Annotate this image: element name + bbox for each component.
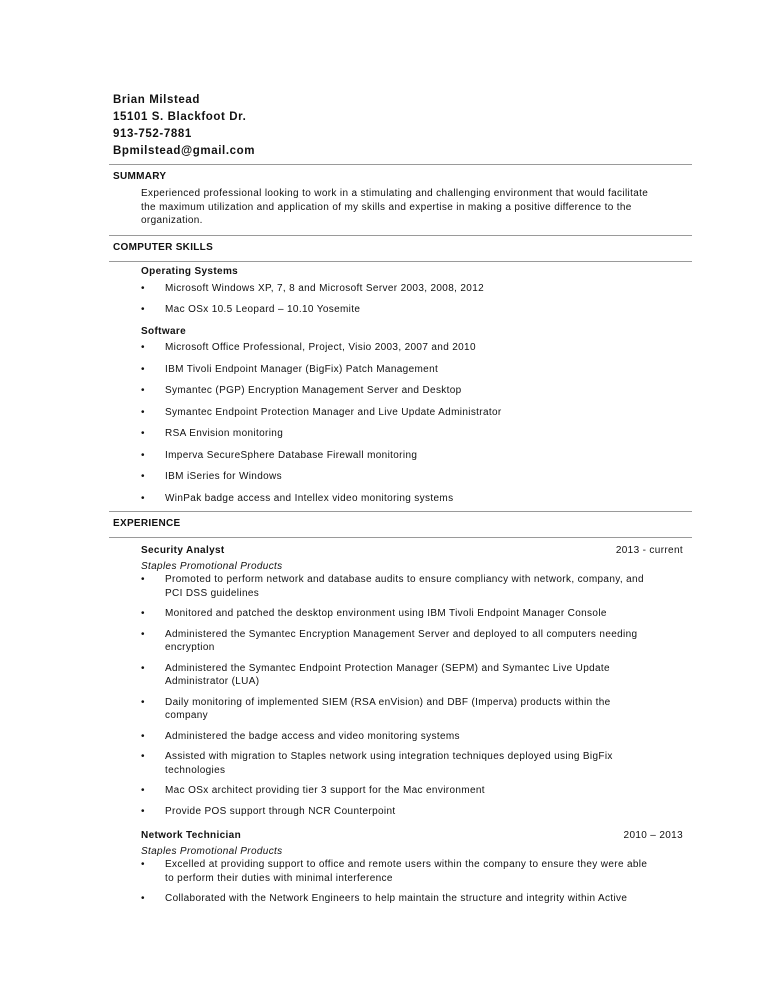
list-item: • Symantec (PGP) Encryption Management Server and Desktop <box>141 385 462 396</box>
os-label: Operating Systems <box>141 266 239 277</box>
section-divider <box>109 537 692 538</box>
list-item: • Administered the Symantec Endpoint Protection Manager (SEPM) and Symantec Live Update Administrator (LUA) <box>141 662 610 687</box>
list-item: • Imperva SecureSphere Database Firewall monitoring <box>141 449 418 461</box>
list-item: • RSA Envision monitoring <box>141 428 284 439</box>
bullet-icon: • <box>141 406 145 418</box>
job-company: Staples Promotional Products <box>141 845 283 857</box>
summary-section <box>109 164 692 228</box>
applicant-email: Bpmilstead@gmail.com <box>113 145 256 157</box>
bullet-icon: • <box>141 428 145 439</box>
summary-text <box>109 187 692 228</box>
list-item: • Assisted with migration to Staples network using integration techniques deployed using BigFix technologies <box>141 751 613 776</box>
bullet-icon: • <box>141 449 145 461</box>
bullet-icon: • <box>141 492 145 504</box>
job-dates: 2010 – 2013 <box>623 830 683 841</box>
list-item: • Collaborated with the Network Engineers to help maintain the structure and integrity within Active <box>141 893 628 904</box>
summary-line: Experienced professional looking to work in a stimulating and challenging environment that would facilitate <box>141 188 649 199</box>
list-item: • WinPak badge access and Intellex video monitoring systems <box>141 492 454 504</box>
job-bullets <box>141 858 692 906</box>
summary-line: the maximum utilization and application of my skills and expertise in making a positive difference to the <box>141 201 632 213</box>
software-label: Software <box>141 325 187 337</box>
contact-block <box>113 92 255 160</box>
list-item: • Provide POS support through NCR Counterpoint <box>141 805 396 817</box>
job-company: Staples Promotional Products <box>141 560 283 572</box>
bullet-icon: • <box>141 628 145 640</box>
bullet-icon: • <box>141 696 145 708</box>
job-title: Security Analyst <box>141 545 225 556</box>
bullet-icon: • <box>141 805 145 817</box>
list-item: • Promoted to perform network and database audits to ensure compliancy with network, company, and PCI DSS guidelines <box>141 574 644 599</box>
bullet-icon: • <box>141 304 145 315</box>
applicant-address: 15101 S. Blackfoot Dr. <box>113 111 247 123</box>
bullet-icon: • <box>141 893 145 904</box>
experience-section <box>109 511 692 906</box>
summary-heading: SUMMARY <box>113 171 167 182</box>
bullet-icon: • <box>141 785 145 796</box>
job-header <box>141 544 692 558</box>
job-entry <box>141 544 692 818</box>
applicant-name: Brian Milstead <box>113 94 201 106</box>
bullet-icon: • <box>141 751 145 762</box>
list-item: • Microsoft Windows XP, 7, 8 and Microsoft Server 2003, 2008, 2012 <box>141 282 485 294</box>
skills-body <box>109 265 692 505</box>
list-item: • Administered the badge access and video monitoring systems <box>141 730 460 742</box>
list-item: • Mac OSx architect providing tier 3 support for the Mac environment <box>141 785 485 796</box>
list-item: • Microsoft Office Professional, Project, Visio 2003, 2007 and 2010 <box>141 342 476 353</box>
section-divider <box>109 261 692 262</box>
summary-line: organization. <box>141 215 203 226</box>
list-item: • Daily monitoring of implemented SIEM (RSA enVision) and DBF (Imperva) products within the company <box>141 696 611 721</box>
experience-body <box>109 544 692 906</box>
skills-section <box>109 235 692 505</box>
list-item: • Symantec Endpoint Protection Manager and Live Update Administrator <box>141 406 502 418</box>
software-list <box>141 341 692 505</box>
list-item: • IBM Tivoli Endpoint Manager (BigFix) Patch Management <box>141 363 439 375</box>
job-header <box>141 829 692 843</box>
os-list <box>141 282 692 317</box>
bullet-icon: • <box>141 471 145 482</box>
bullet-icon: • <box>141 282 145 294</box>
bullet-icon: • <box>141 859 145 870</box>
applicant-phone: 913-752-7881 <box>113 128 192 140</box>
bullet-icon: • <box>141 574 145 585</box>
bullet-icon: • <box>141 608 145 619</box>
bullet-icon: • <box>141 342 145 353</box>
bullet-icon: • <box>141 662 145 674</box>
skills-heading: COMPUTER SKILLS <box>113 242 214 253</box>
bullet-icon: • <box>141 363 145 375</box>
bullet-icon: • <box>141 730 145 742</box>
job-entry <box>141 829 692 906</box>
job-bullets <box>141 573 692 818</box>
list-item: • IBM iSeries for Windows <box>141 471 282 482</box>
list-item: • Administered the Symantec Encryption Management Server and deployed to all computers needing encryption <box>141 628 638 653</box>
list-item: • Excelled at providing support to office and remote users within the company to ensure they were able to perform their duties with minimal interference <box>141 859 648 884</box>
list-item: • Mac OSx 10.5 Leopard – 10.10 Yosemite <box>141 304 361 315</box>
experience-heading: EXPERIENCE <box>113 518 181 529</box>
list-item: • Monitored and patched the desktop environment using IBM Tivoli Endpoint Manager Console <box>141 608 607 619</box>
job-title: Network Technician <box>141 830 242 841</box>
bullet-icon: • <box>141 385 145 396</box>
job-dates: 2013 - current <box>615 545 683 556</box>
